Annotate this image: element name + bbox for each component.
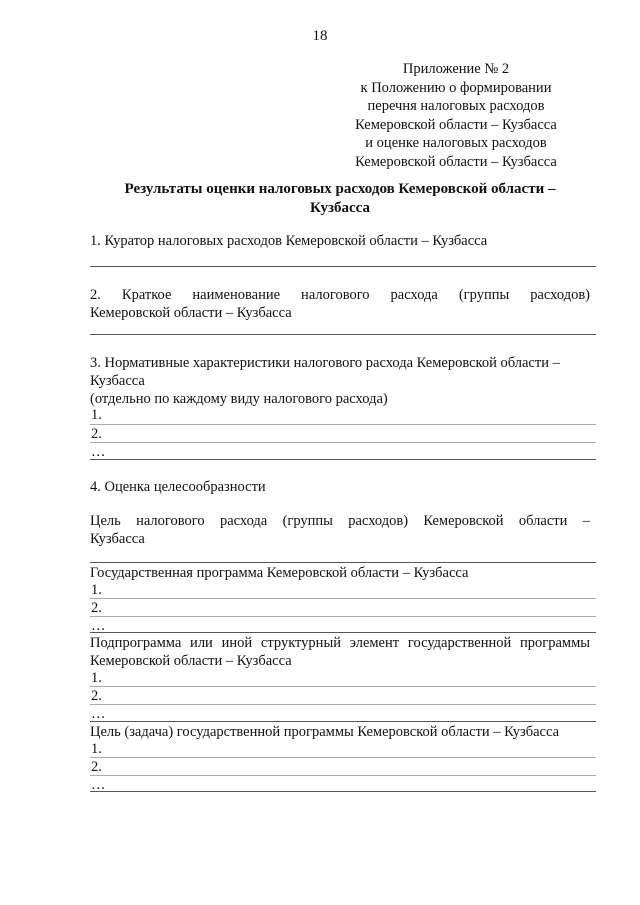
list-item: 1. xyxy=(91,407,102,423)
fill-line xyxy=(90,775,596,776)
appendix-line: Приложение № 2 xyxy=(402,61,510,77)
list-item: … xyxy=(91,444,106,460)
fill-line xyxy=(90,791,596,792)
section3-line2: Кузбасса xyxy=(90,373,145,389)
fill-line xyxy=(90,632,596,633)
list-item: … xyxy=(91,618,106,634)
objective-label: Цель (задача) государственной программы Кемеровской области – Кузбасса xyxy=(90,724,559,740)
section2-line1: 2. Краткое наименование налогового расхода (группы расходов) xyxy=(90,287,590,303)
fill-line xyxy=(90,459,596,460)
appendix-line: к Положению о формировании xyxy=(360,79,552,96)
fill-line xyxy=(90,562,596,563)
list-item: 1. xyxy=(91,670,102,686)
subprogram-line2: Кемеровской области – Кузбасса xyxy=(90,653,292,669)
appendix-line: Кемеровской области – Кузбасса xyxy=(355,153,557,170)
list-item: 2. xyxy=(91,759,102,775)
fill-line xyxy=(90,598,596,599)
fill-line xyxy=(90,704,596,705)
list-item: 2. xyxy=(91,688,102,704)
appendix-header xyxy=(326,60,586,171)
title-line: Кузбасса xyxy=(309,200,371,216)
section4-goal-line1: Цель налогового расхода (группы расходов) Кемеровской области – xyxy=(90,513,590,529)
section4-heading: 4. Оценка целесообразности xyxy=(90,479,266,495)
list-item: … xyxy=(91,777,106,793)
list-item: 1. xyxy=(91,741,102,757)
fill-line xyxy=(90,686,596,687)
fill-line xyxy=(90,757,596,758)
appendix-line: и оценке налоговых расходов xyxy=(365,135,547,151)
list-item: 2. xyxy=(91,426,102,442)
fill-line xyxy=(90,424,596,425)
list-item: 2. xyxy=(91,600,102,616)
fill-line xyxy=(90,721,596,722)
list-item: … xyxy=(91,706,106,722)
section3-line1: 3. Нормативные характеристики налогового расхода Кемеровской области – xyxy=(90,355,560,371)
fill-line xyxy=(90,266,596,267)
section3-line3: (отдельно по каждому виду налогового расхода) xyxy=(90,391,388,407)
title-line: Результаты оценки налоговых расходов Кемеровской области – xyxy=(124,181,556,197)
appendix-line: перечня налоговых расходов xyxy=(367,98,545,114)
section4-goal-line2: Кузбасса xyxy=(90,531,145,547)
document-title xyxy=(90,180,590,218)
section1-curator: 1. Куратор налоговых расходов Кемеровской области – Кузбасса xyxy=(90,233,488,249)
fill-line xyxy=(90,442,596,443)
appendix-line: Кемеровской области – Кузбасса xyxy=(355,116,557,133)
program-label: Государственная программа Кемеровской области – Кузбасса xyxy=(90,565,469,581)
subprogram-line1: Подпрограмма или иной структурный элемент государственной программы xyxy=(90,635,590,651)
page-number: 18 xyxy=(312,28,328,44)
list-item: 1. xyxy=(91,582,102,598)
fill-line xyxy=(90,616,596,617)
section2-line2: Кемеровской области – Кузбасса xyxy=(90,305,292,321)
fill-line xyxy=(90,334,596,335)
